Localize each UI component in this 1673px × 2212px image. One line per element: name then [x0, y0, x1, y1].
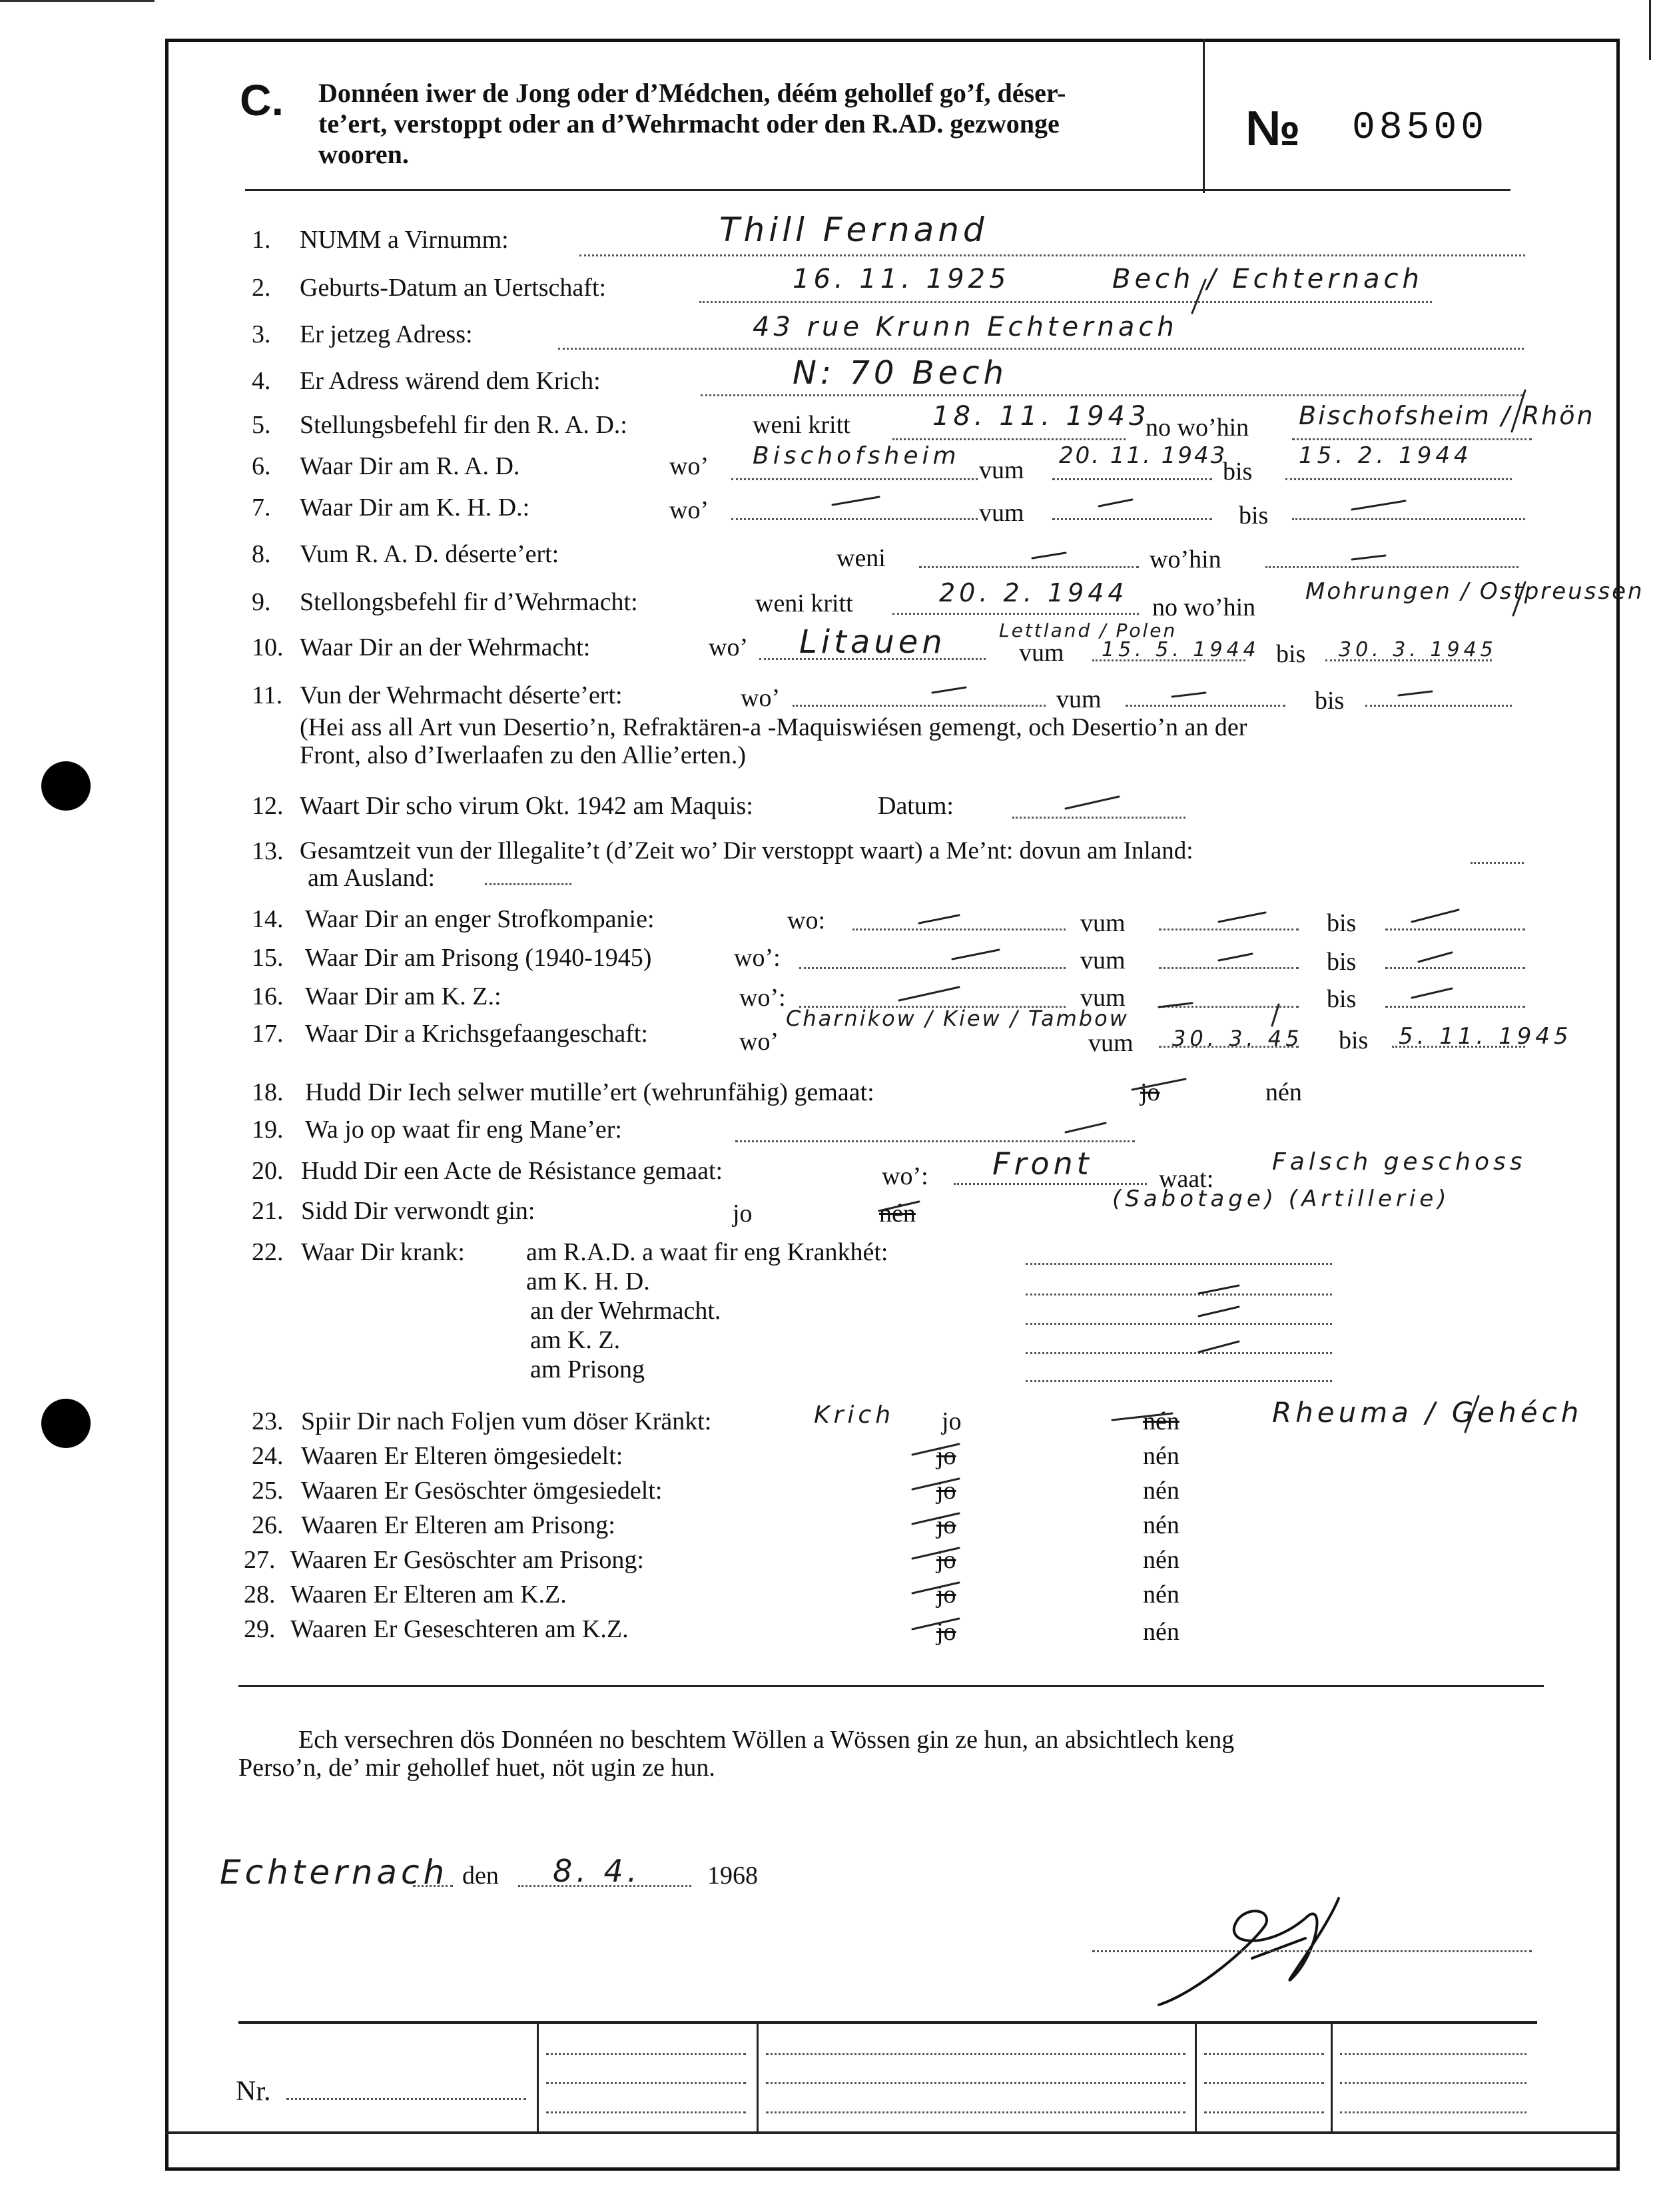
row-number: 4. [252, 367, 271, 395]
handwritten-answer: N: 70 Bech [793, 354, 1008, 392]
row-number: 5. [252, 411, 271, 439]
footer-line [1340, 2053, 1526, 2055]
handwritten-answer: 16. 11. 1925 [793, 264, 1010, 294]
declaration-line1: Ech versechren dös Donnéen no beschtem Wöllen a Wössen gin ze hun, an absichtlech keng [298, 1726, 1235, 1754]
dash-mark [879, 1202, 919, 1211]
option-nen: nén [1143, 1546, 1179, 1574]
row-field-label: vum [1080, 946, 1126, 974]
row-label: Waar Dir am K. H. D.: [300, 494, 530, 522]
handwritten-answer: Rheuma / Gehéch [1272, 1396, 1583, 1429]
option-nen: nén [879, 1200, 916, 1228]
handwritten-answer: Krich [814, 1401, 895, 1429]
row-field-label: wo’: [739, 984, 786, 1012]
handwritten-date: 8. 4. [553, 1853, 641, 1889]
footer-top-line [238, 2021, 1537, 2024]
row-label: Spiir Dir nach Foljen vum döser Kränkt: [301, 1407, 712, 1435]
footer-line [766, 2111, 1185, 2113]
row-number: 20. [252, 1157, 284, 1185]
dash-mark [1412, 988, 1452, 998]
row-label: Vum R. A. D. déserte’ert: [300, 540, 559, 568]
slash-mark [1192, 280, 1205, 313]
handwritten-answer: Mohrungen / Ostpreussen [1305, 578, 1644, 605]
row-number: 21. [252, 1197, 284, 1225]
option-jo: jo [936, 1477, 956, 1505]
form-number: 08500 [1352, 107, 1489, 150]
row-field-label: weni [836, 544, 886, 572]
row-field-label: bis [1339, 1026, 1369, 1054]
den-label: den [462, 1862, 499, 1890]
row-note: Front, also d’Iwerlaafen zu den Allie’erten.) [300, 741, 747, 769]
option-jo: jo [936, 1546, 956, 1574]
dash-mark [1112, 1413, 1172, 1420]
row-field-label: am R.A.D. a waat fir eng Krankhét: [526, 1238, 888, 1266]
row-field-label: Datum: [878, 792, 954, 820]
row-number: 11. [252, 681, 283, 709]
dash-mark [1199, 1341, 1239, 1352]
row-field-label: weni kritt [753, 411, 850, 439]
row-field-label: bis [1276, 640, 1306, 668]
slash-mark [1272, 1004, 1279, 1026]
row-label: Er Adress wärend dem Krich: [300, 367, 601, 395]
handwritten-answer: Bischofsheim [753, 442, 960, 470]
dash-mark [912, 1583, 959, 1593]
number-label: № [1245, 101, 1301, 156]
row-number: 17. [252, 1020, 284, 1048]
row-number: 1. [252, 226, 271, 254]
footer-line [546, 2111, 746, 2113]
row-field-label: wo’hin [1150, 546, 1221, 573]
row-label: Waaren Er Elteren ömgesiedelt: [301, 1442, 623, 1470]
footer-line [1340, 2082, 1526, 2084]
row-number: 22. [252, 1238, 284, 1266]
handwritten-answer: 30. 3. 1945 [1339, 638, 1497, 661]
row-field-label: bis [1223, 458, 1253, 486]
row-field-label: wo’ [739, 1028, 779, 1056]
footer-col [537, 2021, 539, 2131]
footer-line [1204, 2053, 1324, 2055]
row-label: Waaren Er Geseschteren am K.Z. [290, 1615, 629, 1643]
row-label: Gesamtzeit vun der Illegalite’t (d’Zeit wo’ Dir verstoppt waart) a Me’nt: dovun am Inland: [300, 837, 1193, 865]
dash-mark [1412, 910, 1459, 922]
row-number: 7. [252, 494, 271, 522]
row-label: Waar Dir am K. Z.: [305, 982, 502, 1010]
handwritten-answer: Litauen [799, 623, 946, 661]
row-number: 2. [252, 274, 271, 302]
footer-col [1331, 2021, 1333, 2131]
handwritten-answer: Bischofsheim / Rhön [1299, 401, 1595, 430]
dash-mark [833, 497, 879, 505]
dash-mark [919, 915, 959, 923]
row-field-label: vum [1088, 1029, 1134, 1057]
answer-line [413, 1885, 453, 1887]
row-field-label: wo’ [669, 496, 709, 524]
declaration-line2: Perso’n, de’ mir gehollef huet, nöt ugin ze hun. [238, 1754, 715, 1782]
dash-mark [1159, 1003, 1192, 1007]
row-field-label: waat: [1159, 1165, 1214, 1193]
option-nen: nén [1143, 1407, 1179, 1435]
dash-mark [912, 1479, 959, 1489]
row-number: 9. [252, 588, 271, 616]
row-label: NUMM a Virnumm: [300, 226, 509, 254]
header-title-line3: wooren. [318, 139, 409, 169]
row-label: Hudd Dir Iech selwer mutille’ert (wehrunfähig) gemaat: [305, 1078, 874, 1106]
section-letter: C. [240, 75, 284, 125]
row-field-label: no wo’hin [1152, 593, 1256, 621]
row-number: 18. [252, 1078, 284, 1106]
handwritten-note: Lettland / Polen [999, 619, 1177, 641]
row-number: 13. [252, 837, 284, 865]
dash-mark [1099, 500, 1132, 506]
row-label: Waar Dir an enger Strofkompanie: [305, 905, 655, 933]
handwritten-answer: 5. 11. 1945 [1399, 1023, 1572, 1050]
row-field-label: vum [1080, 909, 1126, 937]
row-label: Waaren Er Gesöschter am Prisong: [290, 1546, 644, 1574]
row-number: 27. [244, 1546, 276, 1574]
row-field-label: vum [1080, 984, 1126, 1012]
row-field-label: vum [1019, 639, 1064, 667]
row-label: Stellungsbefehl fir den R. A. D.: [300, 411, 627, 439]
row-number: 19. [252, 1116, 284, 1144]
row-number: 23. [252, 1407, 284, 1435]
row-number: 26. [252, 1511, 284, 1539]
handwritten-answer: Thill Fernand [719, 210, 988, 249]
row-number: 28. [244, 1581, 276, 1609]
handwritten-answer: 20. 2. 1944 [939, 578, 1128, 607]
row-field-label: wo’ [709, 633, 749, 661]
footer-line [1204, 2111, 1324, 2113]
signature-line [1092, 1950, 1532, 1952]
handwritten-answer: 15. 2. 1944 [1299, 442, 1473, 469]
row-field-label: bis [1327, 985, 1357, 1013]
dash-mark [1199, 1286, 1239, 1293]
slash-mark [1513, 582, 1525, 615]
dash-mark [1199, 1307, 1239, 1316]
option-jo: jo [733, 1200, 753, 1228]
row-field-label: vum [1056, 685, 1102, 713]
row-field-label: wo’: [882, 1162, 928, 1190]
slash-mark [1512, 390, 1525, 432]
dash-mark [912, 1513, 959, 1524]
option-nen: nén [1143, 1511, 1179, 1539]
dash-mark [1219, 913, 1265, 922]
row-label: Waaren Er Elteren am Prisong: [301, 1511, 615, 1539]
footer-line [766, 2082, 1185, 2084]
option-jo: jo [936, 1511, 956, 1539]
row-number: 14. [252, 905, 284, 933]
row-number: 10. [252, 633, 284, 661]
row-sub-item: am K. Z. [530, 1326, 621, 1354]
handwritten-answer: 30. 3. 45 [1172, 1026, 1303, 1051]
handwritten-answer: Front [992, 1146, 1093, 1182]
handwritten-answer: 20. 11. 1943 [1059, 442, 1227, 469]
handwritten-answer: 18. 11. 1943 [932, 401, 1150, 432]
footer-line [766, 2053, 1185, 2055]
row-sub-item: am K. H. D. [526, 1268, 650, 1295]
row-field-label: wo’ [669, 452, 709, 480]
handwritten-answer: Charnikow / Kiew / Tambow [786, 1006, 1129, 1031]
row-label: Hudd Dir een Acte de Résistance gemaat: [301, 1157, 723, 1185]
dash-mark [899, 987, 959, 1000]
dash-mark [952, 950, 999, 959]
row-number: 29. [244, 1615, 276, 1643]
dash-mark [1132, 1079, 1185, 1090]
row-field-label: bis [1327, 948, 1357, 976]
row-label: Geburts-Datum an Uertschaft: [300, 274, 607, 302]
option-jo: jo [936, 1581, 956, 1609]
handwritten-answer: Bech / Echternach [1112, 264, 1423, 294]
dash-mark [1399, 691, 1432, 695]
row-field-label: wo’ [741, 684, 781, 712]
dash-mark [932, 687, 966, 693]
dash-mark [1066, 797, 1119, 809]
row-field-label: wo’: [734, 944, 781, 972]
row-number: 12. [252, 792, 284, 820]
handwritten-note: (Sabotage) (Artillerie) [1112, 1186, 1451, 1212]
option-nen: nén [1143, 1581, 1179, 1609]
row-field-label: bis [1239, 502, 1269, 530]
option-nen: nén [1143, 1442, 1179, 1470]
row-label: Waar Dir krank: [301, 1238, 465, 1266]
row-field-label: vum [979, 499, 1024, 527]
option-nen: nén [1143, 1618, 1179, 1646]
row-label: Stellongsbefehl fir d’Wehrmacht: [300, 588, 638, 616]
footer-col [1195, 2021, 1197, 2131]
dash-mark [912, 1619, 959, 1629]
row-field-label: bis [1315, 687, 1345, 715]
option-jo: jo [936, 1618, 956, 1646]
row-number: 3. [252, 320, 271, 348]
option-jo: jo [942, 1407, 962, 1435]
option-jo: jo [936, 1442, 956, 1470]
footer-line [286, 2098, 526, 2100]
row-label: Waar Dir am R. A. D. [300, 452, 520, 480]
row-number: 8. [252, 540, 271, 568]
row-label: Waart Dir scho virum Okt. 1942 am Maquis: [300, 792, 753, 820]
row-note: am Ausland: [308, 864, 436, 892]
row-sub-item: am Prisong [530, 1355, 645, 1383]
row-field-label: vum [979, 456, 1024, 484]
row-field-label: wo: [787, 907, 825, 934]
footer-line [546, 2082, 746, 2084]
row-number: 24. [252, 1442, 284, 1470]
row-label: Waar Dir a Krichsgefaangeschaft: [305, 1020, 648, 1048]
dash-mark [1219, 954, 1252, 960]
row-field-label: no wo’hin [1146, 414, 1249, 442]
row-field-label: bis [1327, 909, 1357, 937]
option-nen: nén [1143, 1477, 1179, 1505]
dash-mark [1419, 952, 1452, 962]
row-field-label: weni kritt [755, 589, 853, 617]
row-note: (Hei ass all Art vun Desertio’n, Refraktären-a -Maquiswiésen gemengt, och Desertio’n an der [300, 713, 1247, 741]
option-nen: nén [1265, 1078, 1302, 1106]
row-label: Vun der Wehrmacht déserte’ert: [300, 681, 623, 709]
footer-col [757, 2021, 759, 2131]
footer-line [1340, 2111, 1526, 2113]
option-jo: jo [1140, 1078, 1160, 1106]
footer-line [1204, 2082, 1324, 2084]
handwritten-place: Echternach [220, 1853, 449, 1892]
header-title-line2: te’ert, verstoppt oder an d’Wehrmacht oder den R.AD. gezwonge [318, 109, 1060, 139]
handwritten-answer: 15. 5. 1944 [1102, 638, 1260, 661]
dash-mark [1066, 1123, 1106, 1132]
dash-mark [912, 1548, 959, 1559]
dash-mark [1032, 553, 1066, 558]
row-number: 15. [252, 944, 284, 972]
dash-mark [1352, 555, 1385, 559]
row-label: Waaren Er Elteren am K.Z. [290, 1581, 567, 1609]
year-label: 1968 [707, 1862, 758, 1890]
dash-mark [1352, 501, 1405, 510]
row-label: Wa jo op waat fir eng Mane’er: [305, 1116, 622, 1144]
dash-mark [1172, 693, 1205, 697]
footer-line [546, 2053, 746, 2055]
handwritten-answer: Falsch geschoss [1272, 1148, 1526, 1176]
header-title-line1: Donnéen iwer de Jong oder d’Médchen, déém gehollef go’f, déser- [318, 78, 1066, 108]
row-sub-item: an der Wehrmacht. [530, 1297, 721, 1325]
row-number: 25. [252, 1477, 284, 1505]
row-label: Er jetzeg Adress: [300, 320, 473, 348]
handwritten-answer: 43 rue Krunn Echternach [753, 312, 1178, 342]
row-number: 6. [252, 452, 271, 480]
nr-label: Nr. [236, 2076, 271, 2107]
dash-mark [912, 1444, 959, 1455]
slash-mark [1465, 1396, 1479, 1432]
row-label: Waar Dir am Prisong (1940-1945) [305, 944, 652, 972]
row-number: 16. [252, 982, 284, 1010]
row-label: Sidd Dir verwondt gin: [301, 1197, 535, 1225]
section-divider [238, 1685, 1544, 1687]
row-label: Waar Dir an der Wehrmacht: [300, 633, 591, 661]
row-label: Waaren Er Gesöschter ömgesiedelt: [301, 1477, 663, 1505]
footer-bottom-line [165, 2131, 1620, 2134]
